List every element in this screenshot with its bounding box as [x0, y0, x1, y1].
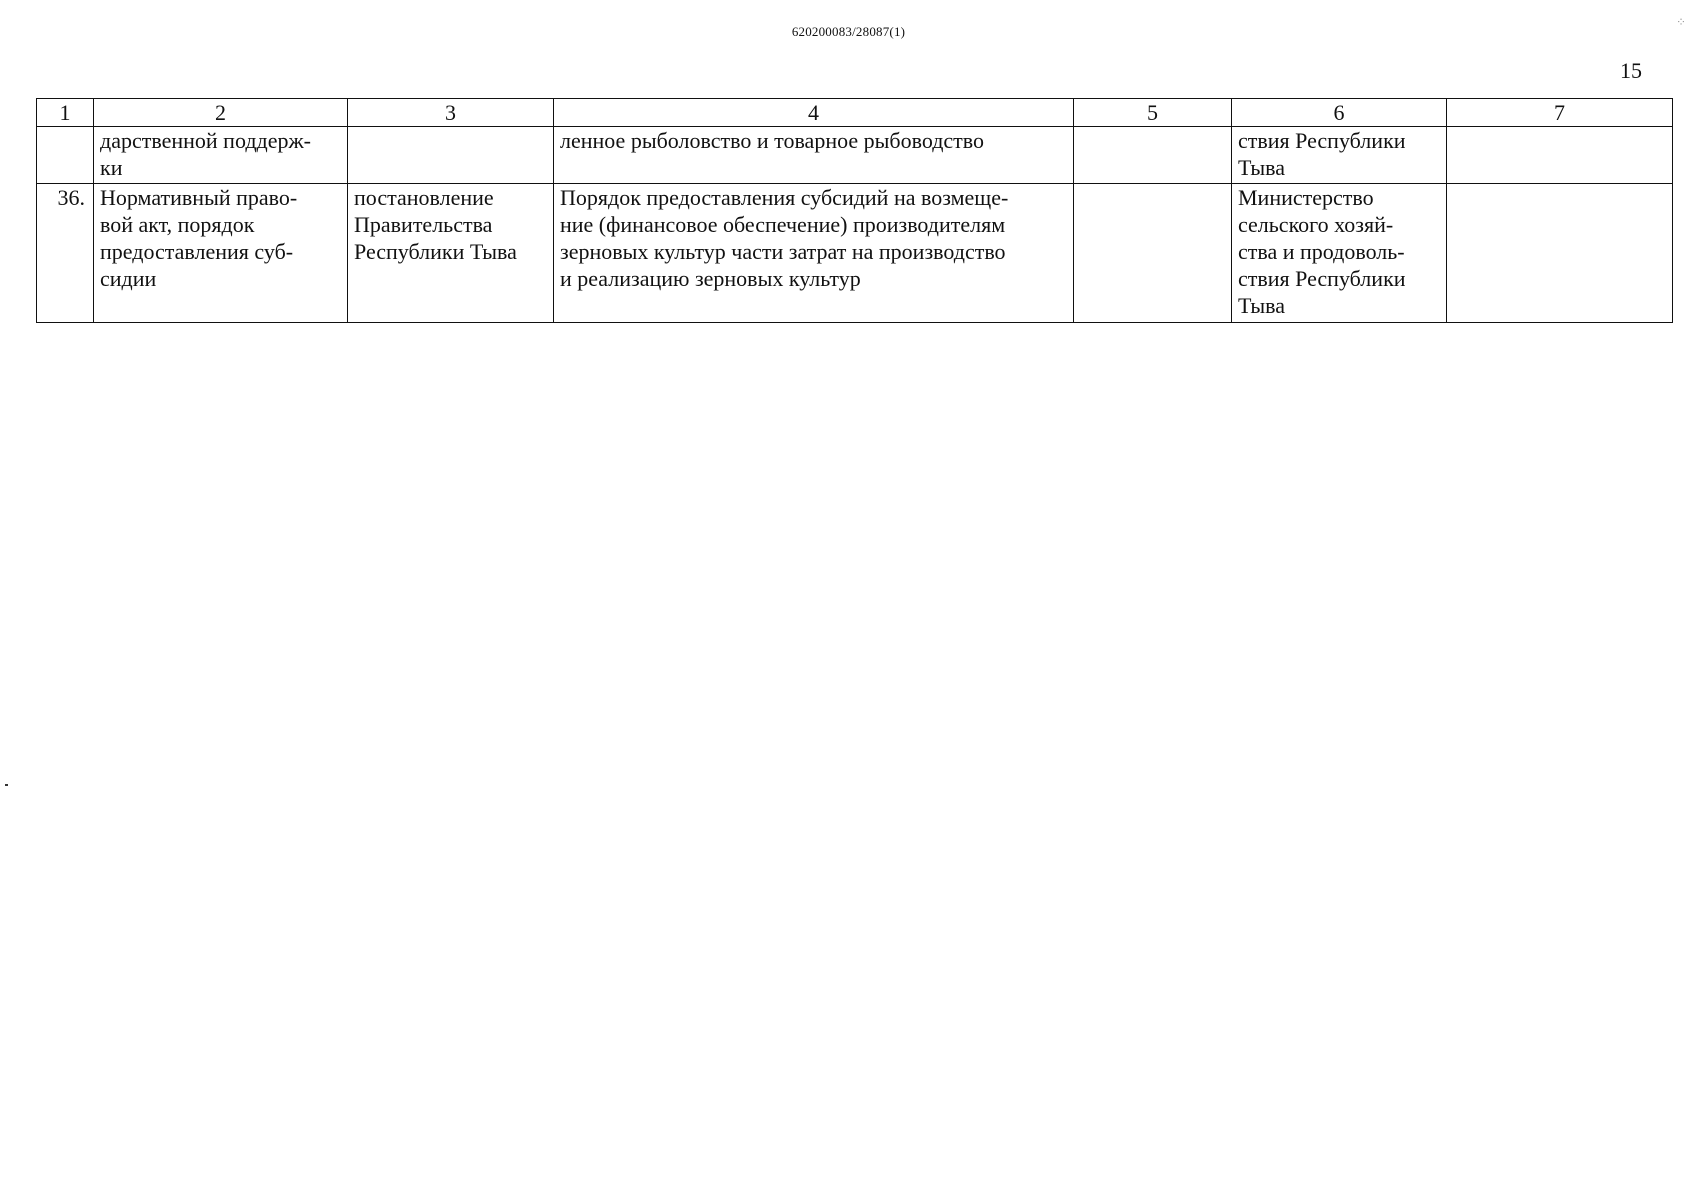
column-header: 7 [1447, 99, 1673, 127]
column-header: 5 [1074, 99, 1232, 127]
column-header: 2 [94, 99, 348, 127]
act-form-cell [348, 127, 554, 184]
act-title-cell: ленное рыболовство и товарное рыбоводство [554, 127, 1074, 184]
deadline-cell [1074, 184, 1232, 323]
document-type-cell: дарственной поддерж- ки [94, 127, 348, 184]
scan-artifact [5, 784, 8, 786]
responsible-body-cell: ствия Республики Тыва [1232, 127, 1447, 184]
row-number-cell [37, 127, 94, 184]
scan-mark-icon: ⁘ [1676, 15, 1687, 29]
table-header-row [37, 99, 1673, 127]
document-type-cell: Нормативный право- вой акт, порядок предоставления суб- сидии [94, 184, 348, 323]
regulation-table [36, 98, 1673, 323]
column-header: 3 [348, 99, 554, 127]
deadline-cell [1074, 127, 1232, 184]
table-row [37, 127, 1673, 184]
column-header: 1 [37, 99, 94, 127]
page-number: 15 [1620, 58, 1642, 83]
table-row [37, 184, 1673, 323]
act-title-cell: Порядок предоставления субсидий на возмеще- ние (финансовое обеспечение) производителям зерновых культур части затрат на производство и реализацию зерновых культур [554, 184, 1074, 323]
column-header: 6 [1232, 99, 1447, 127]
document-id: 620200083/28087(1) [791, 24, 906, 39]
column-header: 4 [554, 99, 1074, 127]
row-number-cell: 36. [37, 184, 94, 323]
notes-cell [1447, 127, 1673, 184]
act-form-cell: постановление Правительства Республики Тыва [348, 184, 554, 323]
notes-cell [1447, 184, 1673, 323]
responsible-body-cell: Министерство сельского хозяй- ства и продоволь- ствия Республики Тыва [1232, 184, 1447, 323]
